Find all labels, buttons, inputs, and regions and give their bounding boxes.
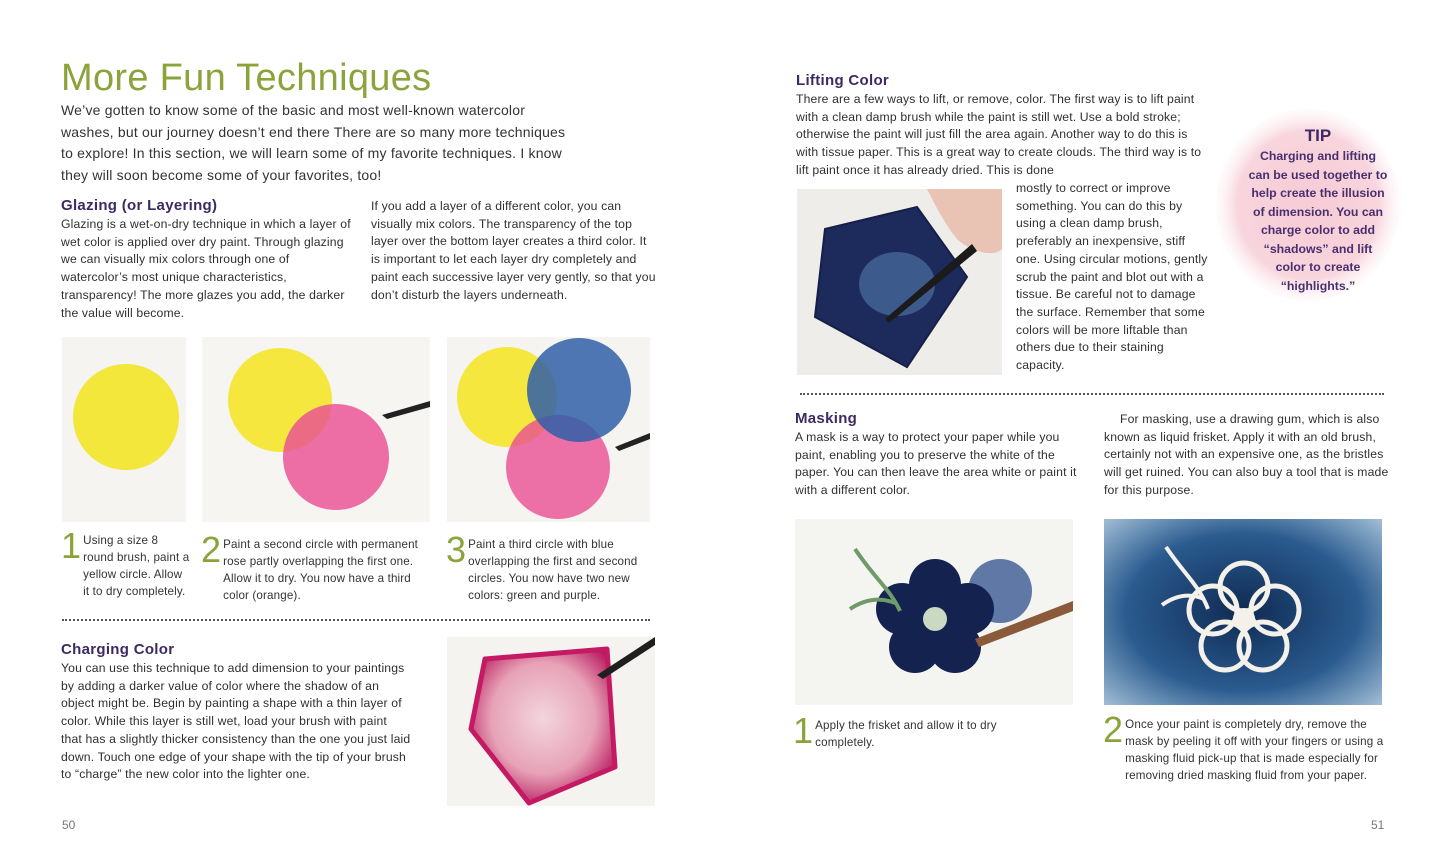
masking-heading: Masking [795,410,858,427]
page-number-left: 50 [62,818,76,832]
glazing-photo-step1 [62,337,186,522]
glazing-step-3 [446,529,652,604]
masking-photo-step1 [795,519,1073,705]
masking-text-col2: For masking, use a drawing gum, which is also known as liquid frisket. Apply it with an old brush, certainly not with an expensive one, as the bristles will get ruined. You can also buy a tool that is made for this purpose. [1104,412,1389,497]
step-text: Apply the frisket and allow it to dry completely. [815,719,997,749]
charging-heading: Charging Color [61,641,175,658]
masking-photo-step2 [1104,519,1382,705]
glazing-text-col1: Glazing is a wet-on-dry technique in which a layer of wet color is applied over dry paint. Through glazing we can visually mix colors through one of watercolor’s most unique characteristics, transparency! The more glazes you add, the darker the value will become. [61,217,351,320]
step-text: Once your paint is completely dry, remove the mask by peeling it off with your fingers or using a masking fluid pick-up that is made especially for removing dried masking fluid from your paper. [1125,718,1384,782]
page-title: More Fun Techniques [61,57,432,99]
charging-photo [447,637,655,806]
lifting-photo [797,189,1002,375]
step-number: 3 [446,529,467,570]
glazing-photo-step3 [447,337,650,522]
page-number-right: 51 [1371,818,1385,832]
step-text: Using a size 8 round brush, paint a yellow circle. Allow it to dry completely. [83,534,190,598]
step-number: 2 [1103,709,1124,750]
section-divider [800,393,1384,395]
glazing-heading: Glazing (or Layering) [61,197,218,214]
lifting-text-side: mostly to correct or improve something. You can do this by using a clean damp brush, preferably an inexpensive, stiff one. Using circular motions, gently scrub the paint and blot out with a tissue. Be careful not to damage the surface. Remember that some colors will be more liftable than others due to their staining capacity. [1016,181,1208,373]
step-text: Paint a second circle with permanent rose partly overlapping the first one. Allow it to dry. You now have a third color (orange). [223,538,419,602]
lifting-heading: Lifting Color [796,72,890,89]
step-number: 1 [61,525,82,566]
step-number: 1 [793,710,814,751]
tip-body: Charging and lifting can be used together to help create the illusion of dimension. You can charge color to add “shadows” and lift color to create “highlights.” [1248,149,1388,293]
tip-title: TIP [1304,126,1332,145]
glazing-text-col2: If you add a layer of a different color, you can visually mix colors. The transparency of the top layer over the bottom layer creates a third color. It is important to let each layer dry completely and paint each successive layer very gently, so that you don’t disturb the layers underneath. [371,199,656,302]
masking-text-col1: A mask is a way to protect your paper while you paint, enabling you to preserve the white of the paper. You can then leave the area white or paint it with a different color. [795,430,1077,498]
glazing-step-1 [61,525,191,600]
step-number: 2 [201,529,222,570]
masking-step-1 [793,710,1033,751]
glazing-step-2 [201,529,433,604]
step-text: Paint a third circle with blue overlapping the first and second circles. You now have two new colors: green and purple. [468,538,638,602]
glazing-photo-step2 [202,337,430,522]
masking-step-2 [1103,709,1385,784]
intro-paragraph: We’ve gotten to know some of the basic and most well-known watercolor washes, but our journey doesn’t end there There are so many more techniques to explore! In this section, we will learn some of my favorite techniques. I know they will soon become some of your favorites, too! [61,102,566,183]
charging-text: You can use this technique to add dimension to your paintings by adding a darker value of color where the shadow of an object might be. Begin by painting a shape with a thin layer of color. While this layer is still wet, load your brush with paint that has a slightly thicker consistency than the one you just laid down. Touch one edge of your shape with the tip of your brush to “charge” the new color into the lighter one. [61,661,411,782]
lifting-text-top: There are a few ways to lift, or remove, color. The first way is to lift paint with a clean damp brush while the paint is still wet. Use a bold stroke; otherwise the paint will just fill the area again. Another way to do this is with tissue paper. This is a great way to create clouds. The third way is to lift paint once it has already dried. This is done [796,92,1202,177]
section-divider [62,619,650,621]
